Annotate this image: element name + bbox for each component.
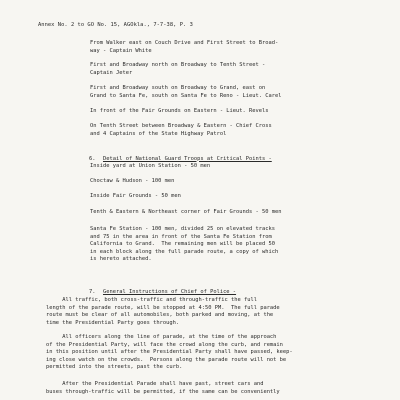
- paragraph-line: All officers along the line of parade, at the time of the approach: [46, 334, 277, 340]
- route-entry-1: [90, 40, 372, 55]
- paragraph-line: buses through-traffic will be permitted, if the same can be conveniently: [46, 388, 280, 395]
- troop-entry-4: [90, 209, 372, 217]
- paragraph-3: [46, 381, 376, 396]
- troop-entry-line: Choctaw & Hudson - 100 men: [90, 178, 175, 184]
- section-title: Detail of National Guard Troops at Critical Points -: [102, 155, 272, 162]
- troop-entry-line: Inside Fair Grounds - 50 men: [90, 193, 181, 199]
- troop-entry-3: [90, 193, 372, 201]
- route-entry-3: [90, 85, 372, 100]
- route-entry-line: and 4 Captains of the State Highway Patrol: [90, 130, 227, 137]
- route-entry-line: First and Broadway south on Broadway to Grand, east on: [90, 85, 266, 91]
- paragraph-line: of the Presidential Party, will face the crowd along the curb, and remain: [46, 341, 283, 348]
- route-entry-line: On Tenth Street between Broadway & Eastern - Chief Cross: [90, 123, 272, 129]
- route-entry-line: Grand to Santa Fe, south on Santa Fe to Reno - Lieut. Carel: [90, 92, 282, 99]
- route-entry-line: First and Broadway north on Broadway to Tenth Street -: [90, 62, 266, 68]
- route-entry-2: [90, 62, 372, 77]
- section-number: 7.: [88, 288, 96, 295]
- troop-entry-1: [90, 163, 372, 171]
- troop-entry-line: Santa Fe Station - 100 men, divided 25 on elevated tracks: [90, 226, 275, 232]
- paragraph-line: All traffic, both cross-traffic and through-traffic the full: [46, 297, 257, 303]
- route-entry-line: In front of the Fair Grounds on Eastern - Lieut. Revels: [90, 108, 269, 114]
- troop-entry-line: is hereto attached.: [90, 256, 152, 263]
- paragraph-2: [46, 334, 376, 372]
- troop-entry-2: [90, 178, 372, 186]
- paragraph-1: [46, 297, 376, 327]
- section-title: General Instructions of Chief of Police -: [102, 288, 237, 295]
- route-entry-line: From Walker east on Couch Drive and First Street to Broad-: [90, 40, 279, 46]
- paragraph-line: length of the parade route, will be stopped at 4:50 PM. The full parade: [46, 304, 280, 311]
- paragraph-line: route must be clear of all automobiles, both parked and moving, at the: [46, 312, 274, 319]
- paragraph-line: After the Presidential Parade shall have past, street cars and: [46, 381, 264, 387]
- route-entry-4: [90, 108, 372, 116]
- troop-entry-line: California to Grand. The remaining men will be placed 50: [90, 241, 275, 248]
- section-number: 6.: [88, 155, 96, 162]
- paragraph-line: in this position until after the Presidential Party shall have passed, keep-: [46, 349, 293, 356]
- troop-entry-line: and 75 in the area in front of the Santa Fe Station from: [90, 233, 272, 240]
- troop-entry-line: Tenth & Eastern & Northeast corner of Fair Grounds - 50 men: [90, 209, 282, 215]
- troop-entry-line: Inside yard at Union Station - 50 men: [90, 163, 211, 169]
- route-entry-line: way - Captain White: [90, 47, 152, 54]
- paragraph-line: permitted into the streets, past the curb.: [46, 364, 183, 371]
- route-entry-5: [90, 123, 372, 138]
- paragraph-line: time the Presidential Party goes through.: [46, 319, 180, 326]
- paragraph-line: ing close watch on the crowds. Persons along the parade route will not be: [46, 356, 287, 363]
- troop-entry-line: in each block along the full parade route, a copy of which: [90, 248, 279, 255]
- route-entry-line: Captain Jeter: [90, 69, 133, 76]
- page-header: Annex No. 2 to GO No. 15, AGOkla., 7-7-38, P. 3: [38, 22, 193, 28]
- troop-entry-5: [90, 226, 372, 264]
